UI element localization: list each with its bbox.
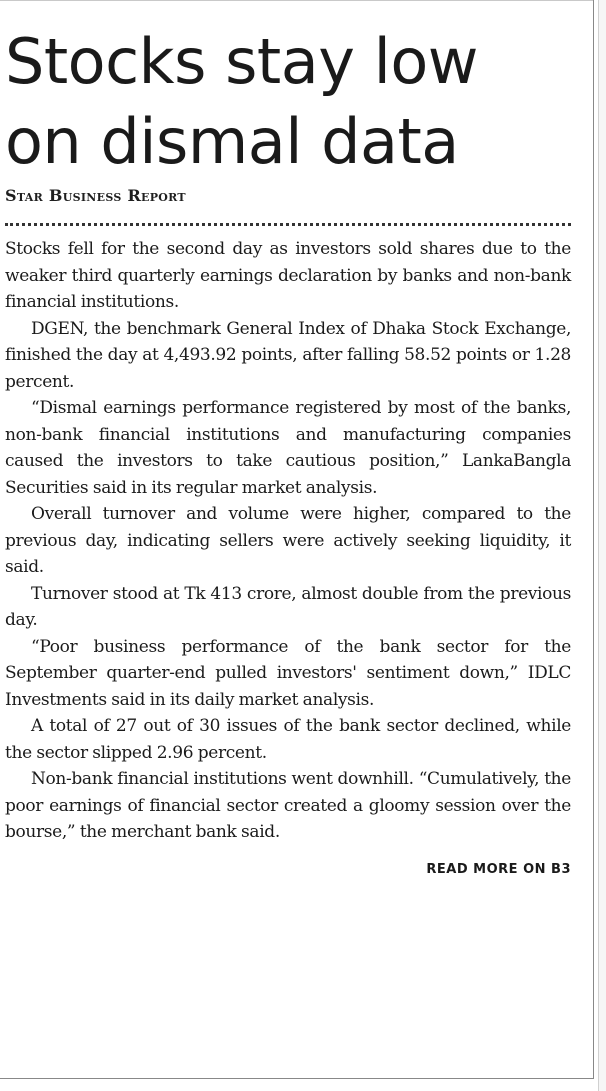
paragraph-3: “Dismal earnings performance registered by most of the banks, non-bank financial institutions and manufacturing companies caused the investors to take cautious position,” LankaBangla Securities said in its regular market analysis. — [5, 398, 571, 498]
paragraph-7: A total of 27 out of 30 issues of the bank sector declined, while the sector slipped 2.96 percent. — [5, 716, 571, 763]
frame-right-border — [593, 0, 594, 1078]
paragraph-1: Stocks fell for the second day as investors sold shares due to the weaker third quarterly earnings declaration by banks and non-bank financial institutions. — [5, 239, 571, 312]
paragraph-8: Non-bank financial institutions went downhill. “Cumulatively, the poor earnings of financial sector created a gloomy session over the bourse,” the merchant bank said. — [5, 769, 571, 842]
news-article — [5, 0, 571, 877]
headline: Stocks stay low on dismal data — [5, 25, 478, 178]
read-more-link[interactable]: READ MORE ON B3 — [426, 861, 571, 877]
paragraph-5: Turnover stood at Tk 413 crore, almost double from the previous day. — [5, 583, 571, 630]
page-edge-strip — [598, 0, 606, 1091]
byline: Star Business Report — [5, 186, 186, 205]
frame-bottom-border — [0, 1078, 594, 1079]
paragraph-2: DGEN, the benchmark General Index of Dhaka Stock Exchange, finished the day at 4,493.92 points, after falling 58.52 points or 1.28 percent. — [5, 318, 571, 392]
paragraph-4: Overall turnover and volume were higher, compared to the previous day, indicating sellers were actively seeking liquidity, it said. — [5, 504, 571, 577]
dotted-divider — [5, 223, 571, 226]
paragraph-6: “Poor business performance of the bank sector for the September quarter-end pulled investors' sentiment down,” IDLC Investments said in its daily market analysis. — [5, 636, 571, 710]
article-body — [5, 236, 571, 846]
